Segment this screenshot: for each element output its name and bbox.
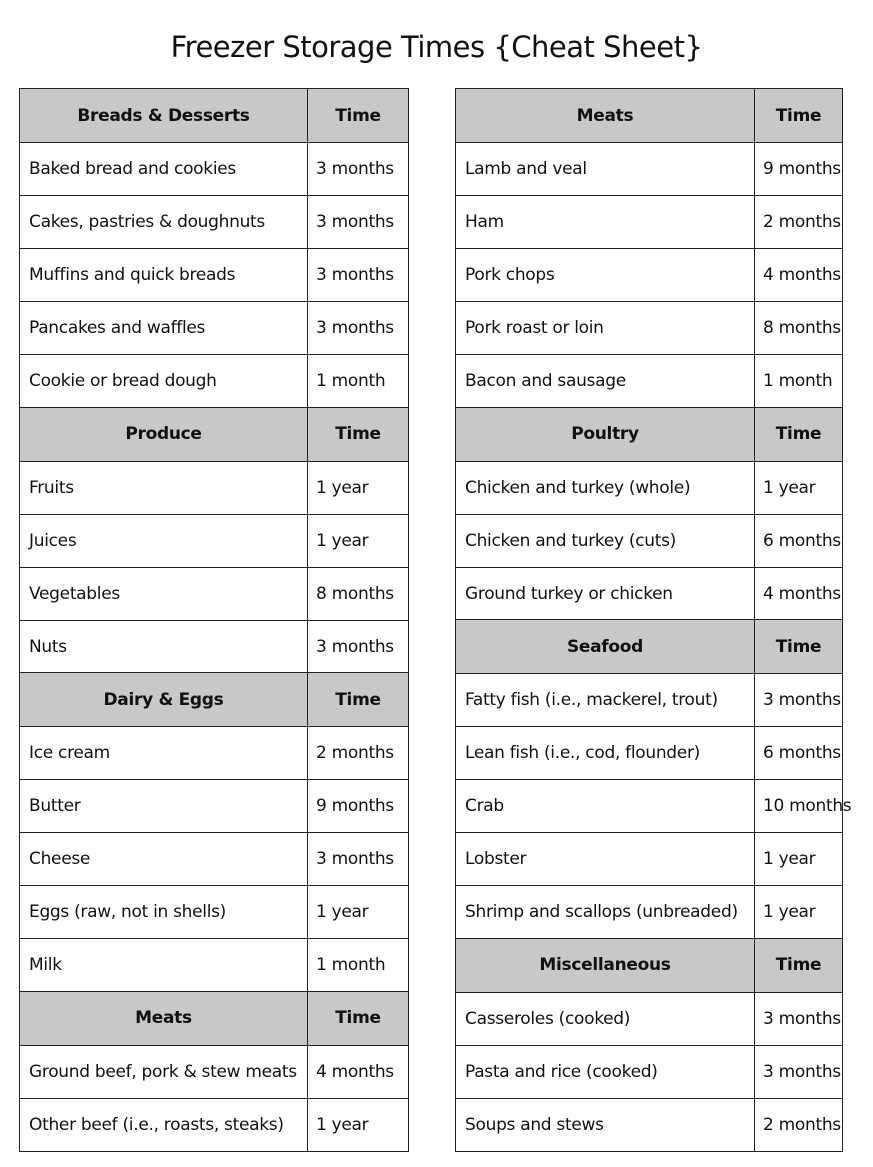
table-row	[456, 354, 842, 407]
food-item: Juices	[29, 530, 77, 551]
section-header-row	[20, 89, 408, 142]
time-column-heading: Time	[307, 89, 408, 142]
food-item: Cookie or bread dough	[29, 371, 217, 391]
section-seafood	[455, 619, 852, 939]
storage-time: 1 year	[307, 462, 408, 514]
page-title: Freezer Storage Times {Cheat Sheet}	[170, 30, 703, 64]
table-row	[456, 673, 842, 726]
storage-time: 3 months	[307, 302, 408, 354]
section-produce	[19, 407, 409, 674]
food-item: Chicken and turkey (cuts)	[465, 530, 676, 551]
section-heading: Dairy & Eggs	[103, 689, 224, 710]
table-row	[456, 461, 842, 514]
storage-time: 1 year	[754, 462, 842, 514]
food-item: Cheese	[29, 849, 91, 869]
food-item: Baked bread and cookies	[29, 159, 236, 179]
storage-time: 4 months	[307, 1046, 408, 1098]
storage-time: 8 months	[307, 568, 408, 620]
section-heading: Poultry	[571, 424, 639, 444]
food-item: Lobster	[465, 849, 527, 869]
section-heading: Produce	[125, 424, 202, 444]
section-dairy-eggs	[19, 672, 409, 992]
food-item: Crab	[465, 796, 504, 816]
food-item: Pork roast or loin	[465, 318, 604, 338]
storage-time: 3 months	[307, 833, 408, 885]
food-item: Milk	[29, 955, 62, 975]
storage-time: 1 year	[307, 1099, 408, 1151]
table-row	[20, 885, 408, 938]
section-heading: Seafood	[566, 636, 644, 657]
section-meats	[19, 991, 409, 1152]
section-breads-desserts	[19, 88, 409, 408]
table-row	[20, 248, 408, 301]
food-item: Cakes, pastries & doughnuts	[29, 212, 265, 232]
storage-time: 1 year	[754, 833, 842, 885]
table-row	[456, 992, 842, 1045]
food-item: Lamb and veal	[465, 159, 587, 179]
table-row	[20, 354, 408, 407]
food-item: Ham	[465, 212, 504, 232]
food-item: Ground turkey or chicken	[465, 583, 673, 604]
food-item: Fruits	[29, 477, 74, 498]
section-header-row	[456, 939, 842, 992]
storage-time: 1 year	[307, 515, 408, 567]
food-item: Casseroles (cooked)	[465, 1008, 631, 1029]
time-column-heading: Time	[307, 992, 408, 1045]
food-item: Muffins and quick breads	[29, 265, 236, 285]
table-row	[456, 301, 842, 354]
storage-time: 1 month	[754, 355, 842, 407]
table-row	[20, 567, 408, 620]
table-row	[20, 620, 408, 673]
section-header-row	[20, 673, 408, 726]
table-row	[20, 195, 408, 248]
storage-time: 3 months	[307, 196, 408, 248]
table-row	[20, 726, 408, 779]
table-row	[456, 832, 842, 885]
food-item: Nuts	[29, 636, 67, 657]
food-item: Pasta and rice (cooked)	[465, 1061, 658, 1082]
left-column	[19, 88, 409, 1152]
table-row	[456, 726, 842, 779]
time-column-heading: Time	[754, 89, 842, 142]
table-row	[456, 779, 852, 832]
section-meats	[455, 88, 843, 408]
food-item: Soups and stews	[465, 1114, 604, 1135]
food-item: Butter	[29, 796, 81, 816]
storage-time: 4 months	[754, 568, 842, 620]
storage-time: 2 months	[754, 196, 842, 248]
storage-time: 10 months	[754, 780, 842, 832]
table-row	[20, 301, 408, 354]
storage-time: 3 months	[307, 143, 408, 195]
food-item: Lean fish (i.e., cod, flounder)	[465, 743, 700, 763]
right-column	[455, 88, 852, 1152]
food-item: Fatty fish (i.e., mackerel, trout)	[465, 690, 718, 710]
food-item: Bacon and sausage	[465, 371, 626, 391]
storage-time: 3 months	[307, 249, 408, 301]
food-item: Shrimp and scallops (unbreaded)	[465, 902, 738, 922]
section-header-row	[456, 620, 842, 673]
table-row	[20, 832, 408, 885]
table-row	[20, 938, 408, 991]
table-row	[20, 1045, 408, 1098]
section-header-row	[20, 408, 408, 461]
table-row	[456, 1098, 842, 1151]
food-item: Eggs (raw, not in shells)	[29, 902, 227, 922]
storage-time: 1 month	[307, 939, 408, 991]
storage-time: 8 months	[754, 302, 842, 354]
storage-time: 3 months	[754, 1046, 842, 1098]
storage-time: 9 months	[754, 143, 842, 195]
storage-time: 1 month	[307, 355, 408, 407]
storage-time: 3 months	[754, 993, 842, 1045]
table-row	[20, 461, 408, 514]
table-row	[456, 885, 842, 938]
storage-time: 2 months	[307, 727, 408, 779]
table-row	[456, 195, 842, 248]
food-item: Vegetables	[29, 583, 120, 604]
section-heading: Miscellaneous	[539, 955, 671, 975]
food-item: Pancakes and waffles	[29, 318, 206, 338]
time-column-heading: Time	[754, 620, 842, 673]
storage-time: 1 year	[754, 886, 842, 938]
table-row	[456, 514, 842, 567]
table-row	[456, 567, 842, 620]
storage-time: 3 months	[754, 674, 842, 726]
food-item: Ice cream	[29, 743, 110, 763]
table-row	[456, 248, 842, 301]
storage-time: 6 months	[754, 727, 842, 779]
section-header-row	[456, 408, 842, 461]
time-column-heading: Time	[754, 939, 842, 992]
time-column-heading: Time	[307, 673, 408, 726]
section-miscellaneous	[455, 938, 843, 1152]
section-heading: Breads & Desserts	[77, 105, 250, 126]
food-item: Chicken and turkey (whole)	[465, 477, 691, 498]
table-row	[456, 142, 842, 195]
section-header-row	[20, 992, 408, 1045]
storage-time: 2 months	[754, 1099, 842, 1151]
storage-time: 3 months	[307, 621, 408, 673]
table-row	[20, 514, 408, 567]
food-item: Other beef (i.e., roasts, steaks)	[29, 1114, 284, 1135]
table-row	[20, 142, 408, 195]
storage-time: 9 months	[307, 780, 408, 832]
table-row	[20, 1098, 408, 1151]
time-column-heading: Time	[307, 408, 408, 461]
section-poultry	[455, 407, 843, 621]
storage-time: 1 year	[307, 886, 408, 938]
section-heading: Meats	[576, 105, 634, 126]
table-row	[456, 1045, 842, 1098]
section-header-row	[456, 89, 842, 142]
food-item: Ground beef, pork & stew meats	[29, 1061, 297, 1082]
storage-time: 6 months	[754, 515, 842, 567]
food-item: Pork chops	[465, 265, 555, 285]
table-row	[20, 779, 408, 832]
storage-time: 4 months	[754, 249, 842, 301]
section-heading: Meats	[135, 1008, 192, 1028]
time-column-heading: Time	[754, 408, 842, 461]
